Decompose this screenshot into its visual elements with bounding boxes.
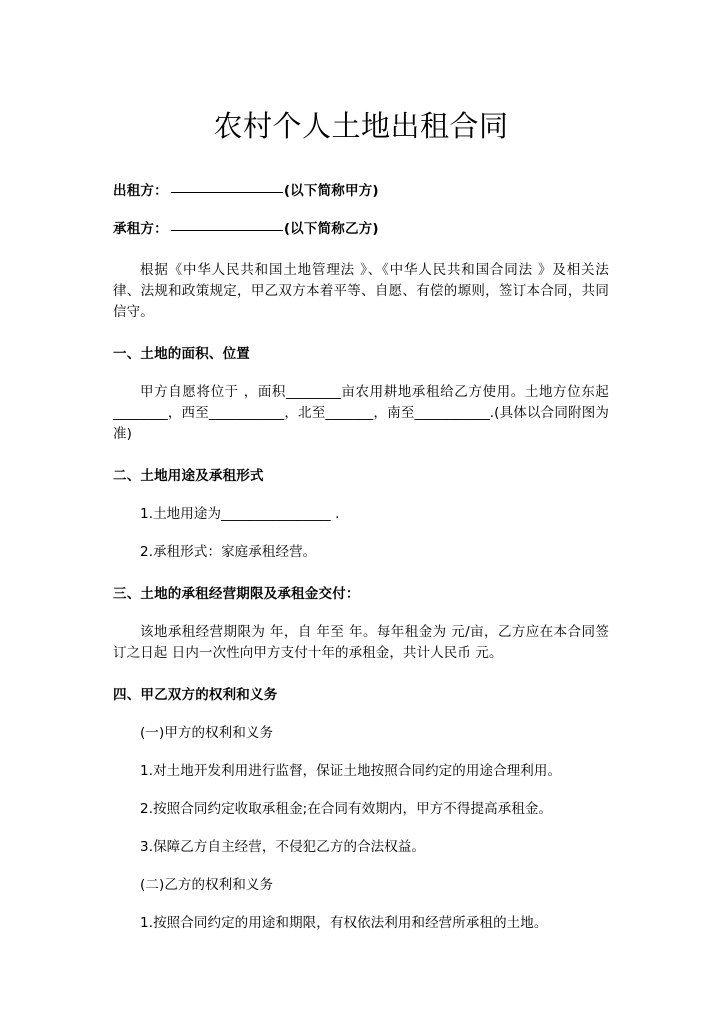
page-title: 农村个人土地出租合同 [213,109,509,143]
section-4-party-a-item-1: 1.对土地开发利用进行监督，保证土地按照合同约定的用途合理利用。 [140,762,562,779]
lessor-alias: (以下简称甲方) [283,183,379,199]
document-content [113,0,609,934]
lessee-alias: (以下简称乙方) [283,221,379,238]
section-4-party-b-label: (二)乙方的权利和义务 [140,876,274,893]
section-heading-4: 四、甲乙双方的权利和义务 [113,686,278,703]
section-heading-2: 二、土地用途及承租形式 [113,467,264,484]
section-4-party-a-label: (一)甲方的权利和义务 [140,724,274,741]
section-2-item-2: 2.承租形式：家庭承租经营。 [140,543,317,560]
section-heading-1: 一、土地的面积、位置 [113,345,250,362]
section-heading-3: 三、土地的承租经营期限及承租金交付： [113,585,360,602]
lessee-line [113,201,609,239]
lessee-label: 承租方： [113,221,168,238]
lessee-blank-field[interactable] [171,230,283,231]
section-4-party-b-item-1: 1.按照合同约定的用途和期限，有权依法利用和经营所承租的土地。 [140,914,548,931]
preamble-paragraph: 根据《中华人民共和国土地管理法 》、《中华人民共和国合同法 》及相关法律、法规和政策规定，甲乙双方本着平等、自愿、有偿的塬则，签订本合同，共同信守。 [113,261,609,320]
section-4-party-a-item-2: 2.按照合同约定收取承租金;在合同有效期内，甲方不得提高承租金。 [140,800,553,817]
section-body-1: 甲方自愿将位于 ，面积________亩农用耕地承租给乙方使用。土地方位东起________，西至___________，北至_______，南至___________.(具体以合同附图为准) [113,383,609,442]
section-4-party-a-item-3: 3.保障乙方自主经营，不侵犯乙方的合法权益。 [140,838,426,855]
lessor-label: 出租方： [113,183,168,199]
lessor-blank-field[interactable] [171,192,283,193]
lessor-line [113,141,609,201]
section-2-item-1: 1.土地用途为________________ . [140,505,340,522]
section-body-3: 该地承租经营期限为 年，自 年至 年。每年租金为 元/亩，乙方应在本合同签订之日起 日内一次性向甲方支付十年的承租金，共计人民币 元。 [113,623,609,661]
